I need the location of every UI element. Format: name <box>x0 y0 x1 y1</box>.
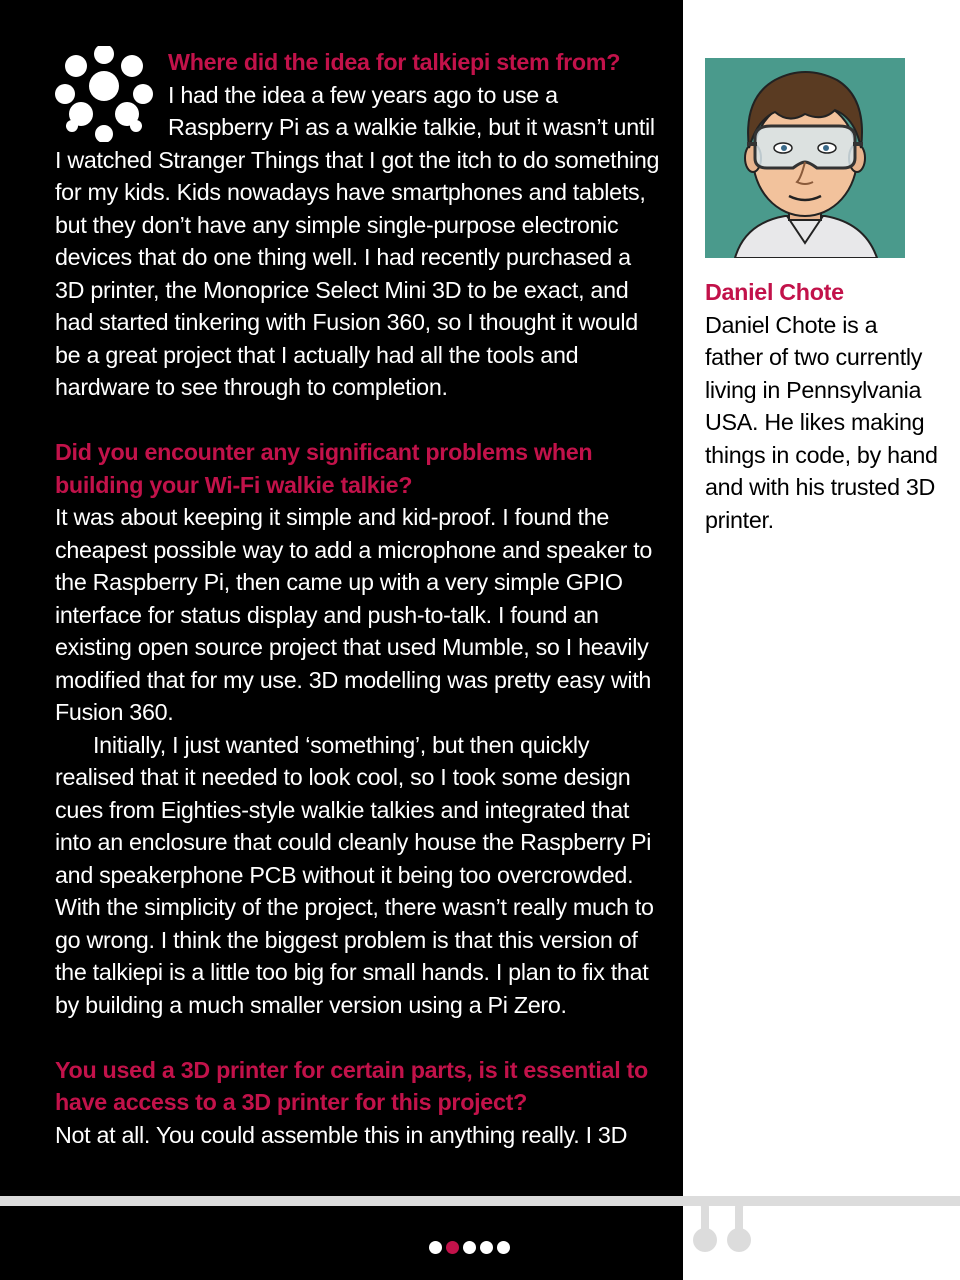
page-dot[interactable] <box>497 1241 510 1254</box>
question-2: Did you encounter any significant problems when building your Wi-Fi walkie talkie? <box>55 439 593 498</box>
page-dot[interactable] <box>429 1241 442 1254</box>
circuit-trace-decoration <box>683 1196 960 1280</box>
interview-text <box>55 46 660 1151</box>
question-1: Where did the idea for talkiepi stem from? <box>168 49 621 75</box>
answer-2: It was about keeping it simple and kid-proof. I found the cheapest possible way to add a microphone and speaker to the Raspberry Pi, then came up with a very simple GPIO interface for status display and push-to-talk. I found an existing open source project that used Mumble, so I heavily modified that for my use. 3D modelling was pretty easy with Fusion 360. <box>55 504 653 725</box>
answer-2-continued: Initially, I just wanted ‘something’, but then quickly realised that it needed to look cool, so I took some design cues from Eighties-style walkie talkies and integrated that into an enclosure that could cleanly house the Raspberry Pi and speakerphone PCB without it being too overcrowded. <box>55 731 652 888</box>
page-dot[interactable] <box>463 1241 476 1254</box>
footer-bar <box>0 1206 683 1280</box>
answer-2-final: With the simplicity of the project, there wasn’t really much to go wrong. I think the biggest problem is that this version of the talkiepi is a little too big for small hands. I plan to fix that by building a much smaller version using a Pi Zero. <box>55 894 654 1018</box>
page-dot[interactable] <box>446 1241 459 1254</box>
author-description: Daniel Chote is a father of two currently living in Pennsylvania USA. He likes making things in code, by hand and with his trusted 3D printer. <box>705 311 938 533</box>
logo-spacer <box>55 46 168 142</box>
page-dot[interactable] <box>480 1241 493 1254</box>
author-bio <box>705 276 940 536</box>
answer-1: I had the idea a few years ago to use a Raspberry Pi as a walkie talkie, but it wasn’t until I watched Stranger Things that I got the itch to do something for my kids. Kids nowadays have smartphones and tablets, but they don’t have any simple single-purpose electronic devices that do one thing well. I had recently purchased a 3D printer, the Monoprice Select Mini 3D to be exact, and had started tinkering with Fusion 360, so I thought it would be a great project that I actually had all the tools and hardware to see through to completion. <box>55 81 660 400</box>
page-indicator <box>429 1241 510 1254</box>
portrait-illustration <box>705 58 905 258</box>
author-name: Daniel Chote <box>705 279 844 305</box>
question-3: You used a 3D printer for certain parts, is it essential to have access to a 3D printer for this project? <box>55 1056 648 1115</box>
answer-3: Not at all. You could assemble this in anything really. I 3D <box>55 1121 628 1148</box>
